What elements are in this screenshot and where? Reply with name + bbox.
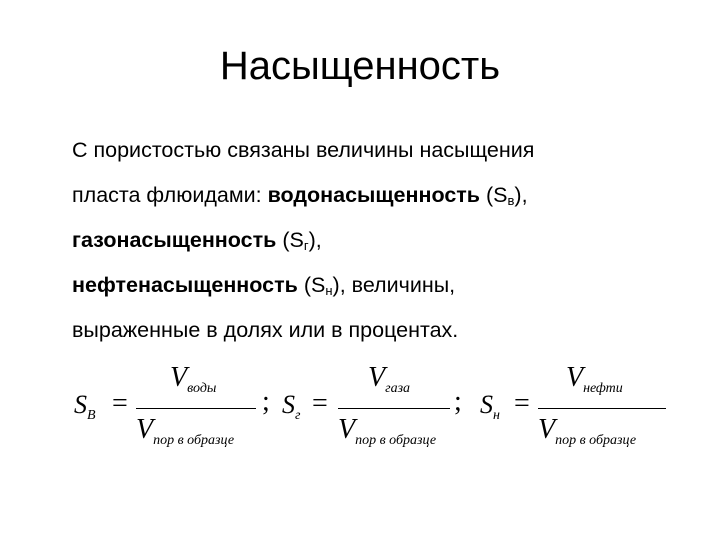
formula-oil-saturation: [480, 362, 680, 472]
symbol: V: [368, 362, 386, 393]
text-span: ), величины,: [332, 273, 456, 297]
formula-lhs: [74, 390, 96, 424]
subscript: г: [295, 408, 301, 423]
text-span: (S: [276, 228, 304, 252]
subscript: г: [303, 238, 309, 253]
body-paragraph: [72, 128, 692, 353]
text-line-4: [72, 263, 692, 308]
text-span: пласта флюидами:: [72, 183, 268, 207]
text-line-2: [72, 173, 692, 218]
subscript: пор в образце: [555, 433, 637, 448]
symbol: S: [74, 390, 87, 419]
formula-lhs: [480, 390, 500, 424]
subscript: нефти: [583, 381, 623, 396]
symbol: S: [480, 390, 493, 419]
symbol: V: [170, 362, 188, 393]
text-span: С пористостью связаны величины насыщения: [72, 138, 535, 162]
denominator: [136, 414, 234, 449]
text-span: выраженные в долях или в процентах.: [72, 318, 459, 342]
equals-sign: =: [514, 388, 530, 419]
symbol: V: [538, 414, 556, 445]
symbol: V: [566, 362, 584, 393]
term-oil-saturation: нефтенасыщенность: [72, 273, 298, 297]
subscript: В: [87, 408, 96, 423]
formula-gas-saturation: [282, 362, 492, 472]
subscript: пор в образце: [153, 433, 235, 448]
subscript: газа: [385, 381, 411, 396]
text-line-5: [72, 308, 692, 353]
numerator: [170, 362, 216, 397]
fraction-bar: [338, 408, 450, 409]
term-gas-saturation: газонасыщенность: [72, 228, 277, 252]
slide-title: Насыщенность: [219, 44, 501, 88]
symbol: V: [136, 414, 154, 445]
symbol: V: [338, 414, 356, 445]
symbol: S: [282, 390, 295, 419]
text-span: ),: [308, 228, 322, 252]
equals-sign: =: [112, 388, 128, 419]
fraction-bar: [538, 408, 666, 409]
numerator: [368, 362, 410, 397]
text-span: ),: [514, 183, 528, 207]
subscript: н: [325, 283, 333, 298]
subscript: в: [507, 193, 515, 208]
subscript: н: [493, 408, 500, 423]
term-water-saturation: водонасыщенность: [267, 183, 481, 207]
text-span: (S: [480, 183, 508, 207]
formula-lhs: [282, 390, 300, 424]
numerator: [566, 362, 623, 397]
equals-sign: =: [312, 388, 328, 419]
formula-water-saturation: [74, 362, 284, 472]
separator: ;: [262, 386, 270, 417]
text-span: (S: [297, 273, 326, 297]
subscript: воды: [187, 381, 217, 396]
denominator: [538, 414, 636, 449]
text-line-1: [72, 128, 692, 173]
separator: ;: [454, 386, 462, 417]
text-line-3: [72, 218, 692, 263]
subscript: пор в образце: [355, 433, 437, 448]
denominator: [338, 414, 436, 449]
fraction-bar: [136, 408, 256, 409]
